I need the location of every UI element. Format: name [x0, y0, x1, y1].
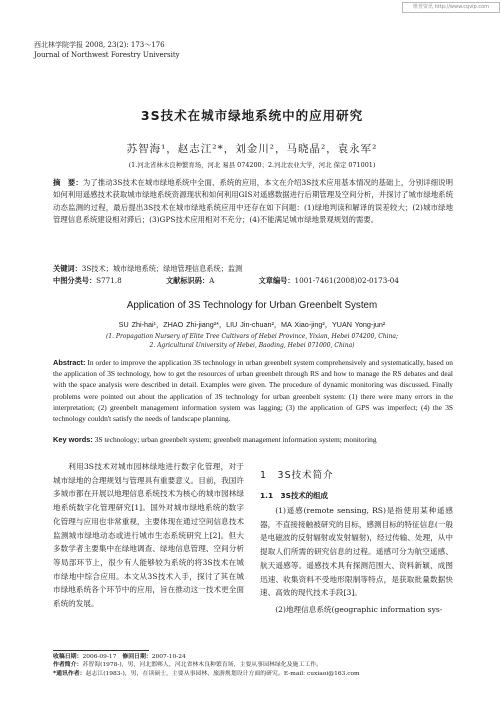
abstract-en-text: In order to improve the application 3S technology in urban greenbelt system comprehensively and systematically, based on the application of 3S technology, how to get the resources of urban greenbelt through RS and how to manage the RS debates and deal with the space analysis were described in detail. Examples were given. The procedure of dynamic monitoring was discussed. Finally problems were pointed out about the application of 3S technology for urban greenbelt system: (1) there were many errors in the interpretation; (2) greenbelt management information system was lagging; (3) the application of GPS was imperfect; (4) the 3S technology couldn't satisfy the needs of landscape planning.: [53, 358, 453, 424]
keywords-cn-label: 关键词：: [53, 264, 82, 273]
journal-header: [34, 40, 180, 60]
intro-paragraph: 利用3S技术对城市园林绿地进行数字化管理，对于城市绿地的合理规划与管理具有重要意义。目前，我国许多城市都在开展以地理信息系统技术为核心的城市园林绿地系统数字化管理研究[1]。国外对城市绿地系统的数字化管理与应用也非常重视，主要体现在通过空间信息技术监测城市绿地动态或进行城市生态系统研究上[2]。但大多数学者主要集中在绿地调查、绿地信息管理、空间分析等局部环节上，很少有人能够较为系统的将3S技术在城市绿地中综合应用。本文从3S技术入手，探讨了其在城市绿地系统各个环节中的应用，旨在推动这一技术更全面系统的发展。: [53, 462, 244, 609]
footnote: [53, 653, 473, 678]
journal-citation: 西北林学院学报 2008, 23(2): 173～176: [34, 41, 165, 49]
footnote-divider: [53, 650, 149, 651]
received-date: 2006-09-17: [82, 654, 117, 660]
doc-code-label: 文献标识码：: [165, 276, 210, 285]
footnote-corresponding: [53, 670, 473, 678]
corr-label: *通讯作者：: [53, 670, 86, 677]
journal-name-en: Journal of Northwest Forestry University: [34, 51, 180, 59]
keywords-cn: [53, 264, 453, 274]
clc-label: 中图分类号：: [53, 276, 97, 285]
section-1-heading: 1 3S技术简介: [260, 470, 334, 481]
classification-line: [53, 276, 453, 286]
authors-en: SU Zhi-hai¹，ZHAO Zhi-jiang²*，LIU Jin-chuan²，MA Xiao-jing²，YUAN Yong-jun²: [118, 320, 386, 329]
abstract-cn: [53, 177, 453, 227]
keywords-en-label: Key words:: [53, 435, 93, 444]
abstract-en: [53, 357, 453, 424]
author-bio: 苏智海(1978-)，男，河北邯郸人，河北省林木良种繁育场，主要从事园林绿化及施工工作。: [82, 662, 322, 669]
gis-paragraph: (2)地理信息系统(geographic information sys-: [275, 604, 443, 614]
corr-author: 赵志江(1983-)，男，在读硕士，主要从事园林、旅游规划设计方面的研究。E-mail: cuxiaoi@163.com: [85, 670, 360, 677]
footnote-author: [53, 661, 473, 669]
watermark: 维普资讯 http://www.cqvip.com: [402, 2, 500, 13]
article-no-label: 文章编号：: [258, 276, 295, 285]
abstract-cn-text: 为了推动3S技术在城市绿地系统中全面、系统的应用，本文在介绍3S技术应用基本情况的基础上，分别详细说明如何利用遥感技术获取城市绿地系统资源现状和如何利用GIS对遥感数据进行后期管理及空间分析，并探讨了城市绿地系统动态监测的过程，最后提出3S技术在城市绿地系统应用中还存在如下问题：(1)绿地判读和解译的误差较大；(2)城市绿地管理信息系统建设相对滞后；(3)GPS技术应用相对不充分；(4)不能满足城市绿地景观规划的需要。: [53, 178, 453, 225]
keywords-en-text: 3S technology; urban greenbelt system; greenbelt management information system; monitoring: [94, 435, 377, 444]
keywords-cn-text: 3S技术；城市绿地系统；绿地管理信息系统；监测: [81, 264, 243, 273]
affiliation-en-line1: (1. Propagation Nursery of Elite Tree Cultivars of Hebei Province, Yixian, Hebei 074200, China;: [105, 333, 399, 340]
revised-date: 2007-10-24: [151, 654, 186, 660]
received-label: 收稿日期：: [53, 654, 83, 660]
author-bio-label: 作者简介：: [53, 662, 83, 669]
affiliation-en-line2: 2. Agricultural University of Hebei, Baoding, Hebei 071000, China): [149, 342, 355, 349]
affiliation-cn: (1.河北省林木良种繁育场，河北 易县 074200；2.河北农业大学，河北 保定 071001): [128, 161, 376, 169]
revised-label: 修回日期：: [122, 654, 152, 660]
abstract-cn-label: 摘 要：: [53, 178, 83, 187]
clc-value: S771.8: [96, 276, 122, 285]
article-no-value: 1001-7461(2008)02-0173-04: [294, 276, 399, 285]
authors-cn: 苏智海¹，赵志江²*，刘金川²，马晓晶²，袁永军²: [126, 143, 378, 155]
right-column: [260, 460, 453, 617]
subsection-1-1-heading: 1.1 3S技术的组成: [260, 491, 328, 500]
rs-paragraph: (1)遥感(remote sensing, RS)是指使用某种遥感器，不直接接触被研究的目标，感测目标的特征信息(一般是电磁波的反射辐射或发射辐射)，经过传输、处理，从中提取人们所需的研究信息的过程。遥感可分为航空遥感、航天遥感等。遥感技术具有探测范围大、资料新颖、成图迅速、收集资料不受地形限制等特点，是获取批量数据快速、高效的现代技术手段[3]。: [260, 506, 453, 598]
keywords-en: [53, 435, 453, 444]
abstract-en-label: Abstract:: [53, 358, 86, 367]
affiliation-en: [0, 332, 504, 350]
footnote-dates: [53, 653, 473, 661]
paper-title: 3S技术在城市绿地系统中的应用研究: [140, 108, 364, 123]
doc-code-value: A: [209, 276, 215, 285]
paper-title-en: Application of 3S Technology for Urban Greenbelt System: [126, 300, 378, 311]
